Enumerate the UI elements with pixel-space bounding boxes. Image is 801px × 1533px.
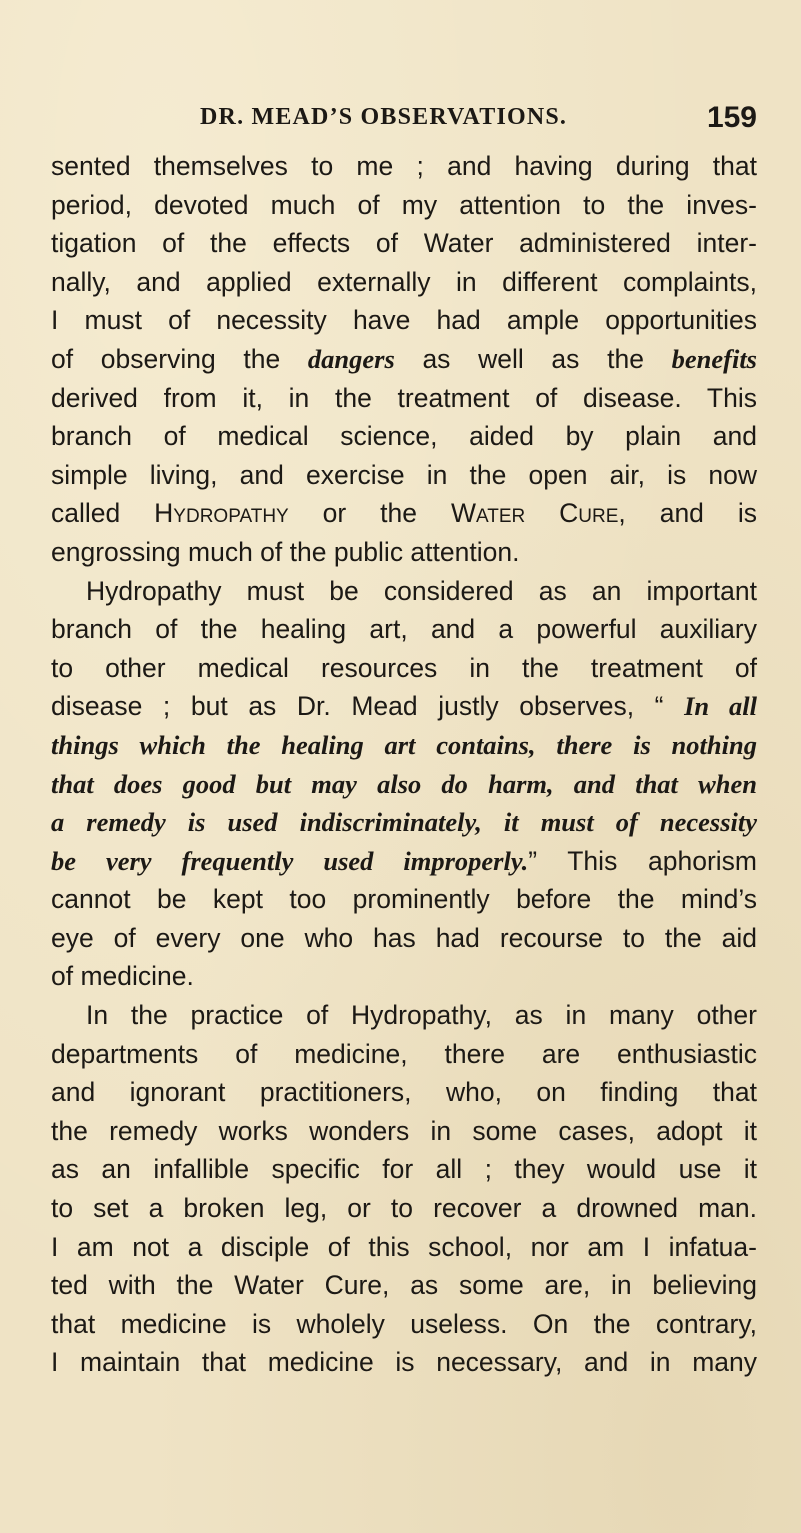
text-line: nally, and applied externally in different complaints, xyxy=(51,266,757,297)
term-water-cure: Water Cure xyxy=(450,498,619,529)
text-line: of observing the dangers as well as the benefits xyxy=(51,343,757,374)
term-hydropathy: Hydropathy xyxy=(154,498,289,529)
text-line: disease ; but as Dr. Mead justly observes, “ In all xyxy=(51,691,757,722)
quote-start: In all xyxy=(684,691,757,722)
text-line: ted with the Water Cure, as some are, in believing xyxy=(51,1270,757,1301)
page-number: 159 xyxy=(706,101,757,134)
text-line: I am not a disciple of this school, nor am I infatua- xyxy=(51,1231,757,1262)
text-line: of medicine. xyxy=(51,961,194,992)
body-text xyxy=(51,147,757,1382)
text-line: that medicine is wholely useless. On the contrary, xyxy=(51,1308,757,1339)
text-line: and ignorant practitioners, who, on finding that xyxy=(51,1077,757,1108)
text-line: branch of medical science, aided by plain and xyxy=(51,421,757,452)
text-line: called Hydropathy or the Water Cure, and is xyxy=(51,498,757,529)
text-line: In the practice of Hydropathy, as in many other xyxy=(86,1000,757,1031)
emphasis-benefits: benefits xyxy=(671,343,757,374)
emphasis-dangers: dangers xyxy=(307,343,395,374)
text-line: I maintain that medicine is necessary, and in many xyxy=(51,1347,757,1378)
text-line: the remedy works wonders in some cases, adopt it xyxy=(51,1115,757,1146)
quote-line: a remedy is used indiscriminately, it must of necessity xyxy=(51,807,757,838)
quote-line: things which the healing art contains, there is nothing xyxy=(51,729,757,760)
text-line: derived from it, in the treatment of disease. This xyxy=(51,382,757,413)
text-line: Hydropathy must be considered as an important xyxy=(86,575,757,606)
text-line: I must of necessity have had ample opportunities xyxy=(51,305,757,336)
text-line: as an infallible specific for all ; they would use it xyxy=(51,1154,757,1185)
text-line: sented themselves to me ; and having during that xyxy=(51,151,757,181)
text-line: to other medical resources in the treatment of xyxy=(51,652,757,683)
text-line: be very frequently used improperly.” This aphorism xyxy=(51,845,757,876)
text-line: engrossing much of the public attention. xyxy=(51,536,520,567)
running-head xyxy=(200,101,757,144)
text-line: tigation of the effects of Water administered inter- xyxy=(51,228,757,259)
text-line: departments of medicine, there are enthusiastic xyxy=(51,1038,757,1069)
text-line: period, devoted much of my attention to the inves- xyxy=(51,189,757,220)
text-line: branch of the healing art, and a powerful auxiliary xyxy=(51,614,757,645)
running-title: DR. MEAD’S OBSERVATIONS. xyxy=(200,104,568,130)
text-line: simple living, and exercise in the open air, is now xyxy=(51,459,757,490)
quote-end: be very frequently used improperly. xyxy=(51,845,529,876)
text-line: to set a broken leg, or to recover a drowned man. xyxy=(51,1193,757,1224)
text-line: eye of every one who has had recourse to the aid xyxy=(51,922,757,953)
quote-line: that does good but may also do harm, and that when xyxy=(51,768,757,799)
text-line: cannot be kept too prominently before the mind’s xyxy=(51,884,757,915)
